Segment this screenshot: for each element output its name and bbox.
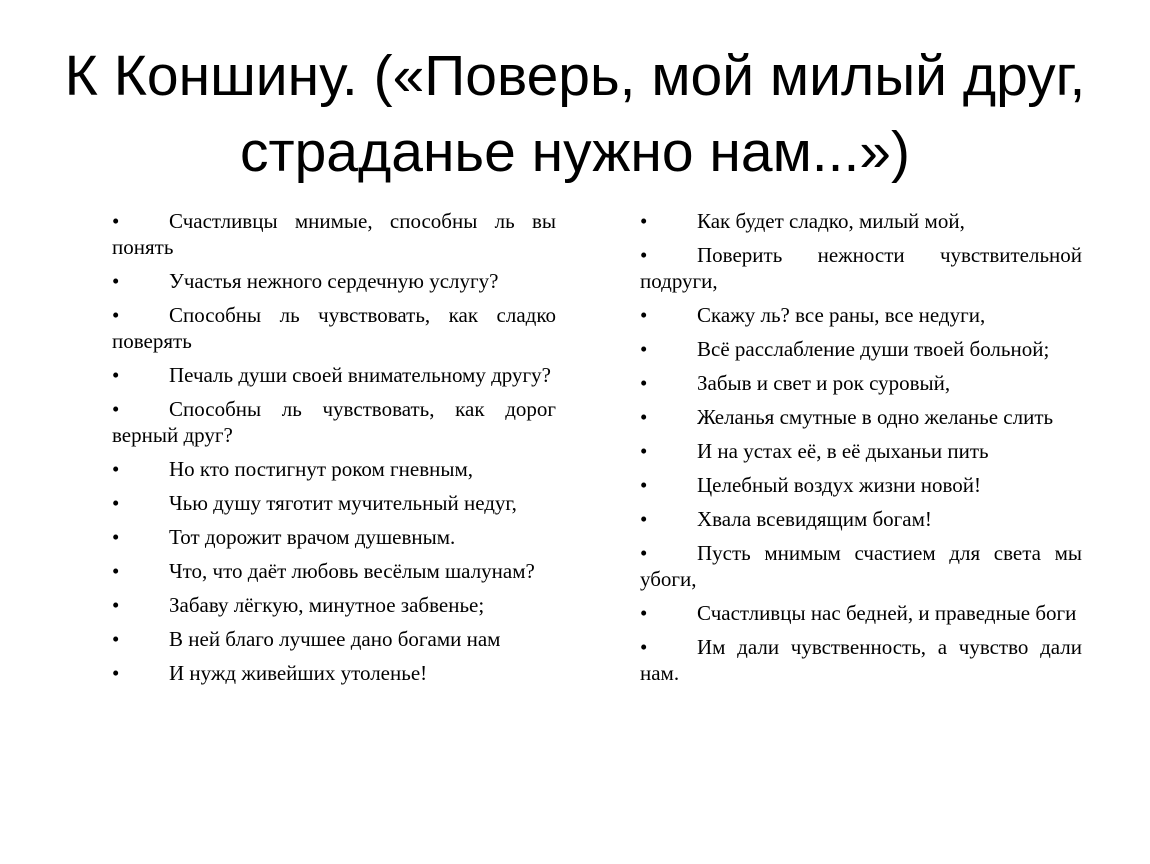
bullet-icon: • bbox=[640, 439, 648, 463]
bullet-icon: • bbox=[112, 303, 120, 327]
verse-text: Участья нежного сердечную услугу? bbox=[169, 269, 499, 293]
verse-text: Счастливцы нас бедней, и праведные боги bbox=[697, 601, 1077, 625]
verse-line bbox=[640, 404, 1082, 430]
verse-line bbox=[640, 438, 1082, 464]
bullet-icon: • bbox=[640, 507, 648, 531]
verse-text: Как будет сладко, милый мой, bbox=[697, 209, 965, 233]
verse-line bbox=[640, 472, 1082, 498]
verse-line bbox=[112, 592, 556, 618]
bullet-icon: • bbox=[640, 541, 648, 565]
bullet-icon: • bbox=[640, 243, 648, 267]
verse-text: Забаву лёгкую, минутное забвенье; bbox=[169, 593, 485, 617]
verse-text: Счастливцы мнимые, способны ль вы понять bbox=[112, 209, 556, 259]
verse-line bbox=[640, 336, 1082, 362]
verse-text: И на устах её, в её дыханьи пить bbox=[697, 439, 989, 463]
bullet-icon: • bbox=[112, 661, 120, 685]
bullet-icon: • bbox=[640, 337, 648, 361]
verse-text: Поверить нежности чувствительной подруги, bbox=[640, 243, 1082, 293]
verse-text: Способны ль чувствовать, как сладко поверять bbox=[112, 303, 556, 353]
verse-text: Тот дорожит врачом душевным. bbox=[169, 525, 456, 549]
bullet-icon: • bbox=[640, 303, 648, 327]
bullet-icon: • bbox=[112, 363, 120, 387]
verse-line bbox=[112, 558, 556, 584]
verse-line bbox=[112, 660, 556, 686]
verse-line bbox=[112, 396, 556, 448]
slide-title: К Коншину. («Поверь, мой милый друг, страданье нужно нам...») bbox=[64, 44, 1086, 184]
verse-line bbox=[112, 524, 556, 550]
verse-text: Им дали чувственность, а чувство дали нам. bbox=[640, 635, 1082, 685]
verse-text: Печаль души своей внимательному другу? bbox=[169, 363, 551, 387]
bullet-icon: • bbox=[112, 525, 120, 549]
verse-text: Всё расслабление души твоей больной; bbox=[697, 337, 1050, 361]
bullet-icon: • bbox=[112, 209, 120, 233]
verse-text: И нужд живейших утоленье! bbox=[169, 661, 428, 685]
bullet-icon: • bbox=[112, 593, 120, 617]
verse-text: Хвала всевидящим богам! bbox=[697, 507, 932, 531]
bullet-icon: • bbox=[112, 627, 120, 651]
bullet-icon: • bbox=[640, 601, 648, 625]
verse-line bbox=[640, 540, 1082, 592]
verse-line bbox=[112, 208, 556, 260]
verse-text: Способны ль чувствовать, как дорог верный друг? bbox=[112, 397, 556, 447]
verse-text: Что, что даёт любовь весёлым шалунам? bbox=[169, 559, 535, 583]
bullet-icon: • bbox=[112, 397, 120, 421]
verse-line bbox=[640, 208, 1082, 234]
bullet-icon: • bbox=[112, 559, 120, 583]
verse-line bbox=[112, 456, 556, 482]
bullet-icon: • bbox=[640, 405, 648, 429]
verse-line bbox=[640, 242, 1082, 294]
verse-text: Забыв и свет и рок суровый, bbox=[697, 371, 951, 395]
verse-line bbox=[640, 634, 1082, 686]
verse-text: Пусть мнимым счастием для света мы убоги, bbox=[640, 541, 1082, 591]
verse-text: Целебный воздух жизни новой! bbox=[697, 473, 981, 497]
verse-text: Чью душу тяготит мучительный недуг, bbox=[169, 491, 517, 515]
verse-line bbox=[640, 302, 1082, 328]
verse-text: Желанья смутные в одно желанье слить bbox=[697, 405, 1054, 429]
bullet-icon: • bbox=[640, 371, 648, 395]
verse-line bbox=[112, 302, 556, 354]
verse-line bbox=[640, 370, 1082, 396]
bullet-icon: • bbox=[640, 209, 648, 233]
verse-line bbox=[112, 490, 556, 516]
verse-line bbox=[112, 626, 556, 652]
verse-text: Скажу ль? все раны, все недуги, bbox=[697, 303, 986, 327]
verse-line bbox=[112, 362, 556, 388]
verse-line bbox=[640, 600, 1082, 626]
bullet-icon: • bbox=[112, 457, 120, 481]
bullet-icon: • bbox=[112, 269, 120, 293]
left-verse-column bbox=[112, 208, 556, 694]
verse-line bbox=[640, 506, 1082, 532]
verse-line bbox=[112, 268, 556, 294]
bullet-icon: • bbox=[640, 635, 648, 659]
right-verse-column bbox=[640, 208, 1082, 694]
verse-text: Но кто постигнут роком гневным, bbox=[169, 457, 474, 481]
bullet-icon: • bbox=[112, 491, 120, 515]
verse-text: В ней благо лучшее дано богами нам bbox=[169, 627, 501, 651]
bullet-icon: • bbox=[640, 473, 648, 497]
